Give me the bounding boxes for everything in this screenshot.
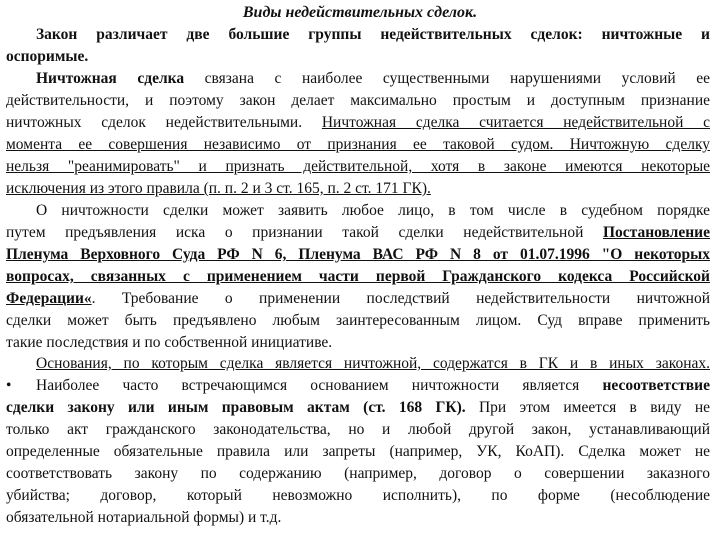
line-8: исключения из этого правила (п. п. 2 и 3 ст. 165, п. 2 ст. 171 ГК). bbox=[6, 180, 431, 197]
line-10-text: путем предъявления иска о признании такой сделки недействительной bbox=[6, 224, 603, 241]
underlined-text: Ничтожная сделка считается недействительной с bbox=[321, 114, 710, 131]
line-13-text: . Требование о применении последствий недействительности ничтожной bbox=[91, 290, 710, 307]
line-1: Закон различает две большие группы недействительных сделок: ничтожные и bbox=[36, 26, 710, 43]
line-2: оспоримые. bbox=[6, 48, 89, 65]
line-17 bbox=[36, 375, 710, 397]
line-3-text: связана с наиболее существенными нарушениями условий ее bbox=[184, 70, 710, 87]
line-7: нельзя "реанимировать" и признать действительной, хотя в законе имеются некоторые bbox=[6, 158, 710, 175]
term-null-deal: Ничтожная сделка bbox=[36, 70, 185, 87]
line-20: определенные обязательные правила или запреты (например, УК, КоАП). Сделка может не bbox=[6, 443, 710, 460]
line-15: такие последствия и по собственной инициативе. bbox=[6, 334, 333, 351]
line-18-text: При этом имеется в виду не bbox=[465, 399, 710, 416]
line-11: Пленума Верховного Суда РФ N 6, Пленума ВАС РФ N 8 от 01.07.1996 "О некоторых bbox=[6, 246, 710, 263]
line-6: момента ее совершения независимо от признания ее таковой судом. Ничтожную сделку bbox=[6, 136, 710, 153]
line-13 bbox=[6, 288, 710, 310]
document-title: Виды недействительных сделок. bbox=[242, 4, 478, 21]
line-18 bbox=[6, 397, 710, 419]
resolution-link-end: Федерации« bbox=[6, 290, 92, 307]
line-19: только акт гражданского законодательства, но и любой другой закон, устанавливающий bbox=[6, 421, 710, 438]
line-5 bbox=[6, 112, 710, 134]
line-9: О ничтожности сделки может заявить любое лицо, в том числе в судебном порядке bbox=[36, 202, 710, 219]
line-4: действительности, и поэтому закон делает максимально простым и доступным признание bbox=[6, 92, 710, 109]
bullet-marker: • bbox=[6, 377, 12, 394]
line-10 bbox=[6, 222, 710, 244]
line-5-text: ничтожных сделок недействительными. bbox=[6, 114, 322, 131]
line-21: соответствовать закону по содержанию (например, договор о совершении заказного bbox=[6, 465, 710, 482]
resolution-link: Постановление bbox=[602, 224, 710, 241]
line-16: Основания, по которым сделка является ничтожной, содержатся в ГК и в иных законах. bbox=[36, 355, 710, 372]
term-nonconformity: несоответствие bbox=[602, 377, 710, 394]
line-3 bbox=[36, 68, 710, 90]
line-14: сделки может быть предъявлено любым заинтересованным лицом. Суд вправе применить bbox=[6, 312, 710, 329]
term-law-violation: сделки закону или иным правовым актам (ст. 168 ГК). bbox=[6, 399, 466, 416]
line-17-text: Наиболее часто встречающимся основанием ничтожности является bbox=[36, 377, 603, 394]
line-12: вопросах, связанных с применением части первой Гражданского кодекса Российской bbox=[6, 268, 710, 285]
line-23: обязательной нотариальной формы) и т.д. bbox=[6, 509, 282, 526]
line-22: убийства; договор, который невозможно исполнить), по форме (несоблюдение bbox=[6, 487, 710, 504]
